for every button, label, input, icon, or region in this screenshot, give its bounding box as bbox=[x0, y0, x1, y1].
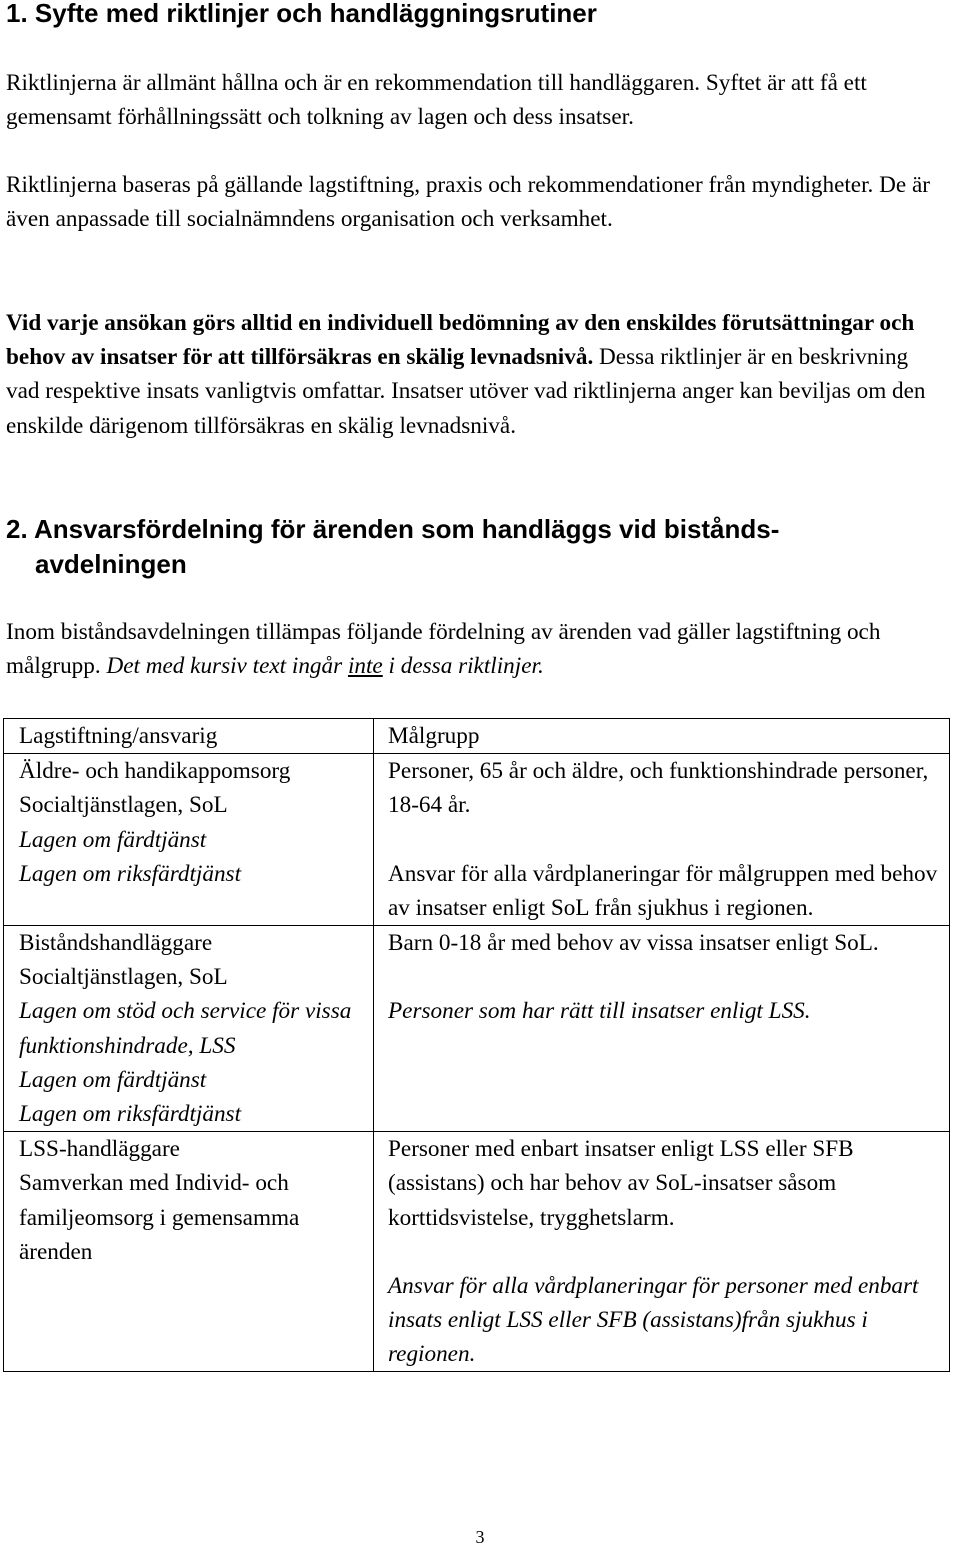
table-header-row bbox=[4, 719, 950, 754]
intro-italic-underlined: inte bbox=[347, 653, 383, 680]
row-3-target-1: Personer med enbart insatser enligt LSS eller SFB (assistans) och har behov av SoL-insatser såsom korttidsvistelse, trygghetslarm. bbox=[388, 1136, 854, 1231]
row-2-target-group bbox=[374, 926, 950, 1132]
row-1-title: Äldre- och handikappomsorg bbox=[19, 758, 291, 785]
row-2-law-italic-1: Lagen om stöd och service för vissa funktionshindrade, LSS bbox=[19, 998, 352, 1059]
section-2-heading bbox=[6, 512, 906, 582]
row-3-text: Samverkan med Individ- och familjeomsorg i gemensamma ärenden bbox=[19, 1170, 300, 1265]
row-1-legislation bbox=[4, 754, 374, 926]
row-2-target-2: Personer som har rätt till insatser enligt LSS. bbox=[388, 998, 811, 1025]
page-number: 3 bbox=[475, 1527, 485, 1547]
row-1-target-group bbox=[374, 754, 950, 926]
row-1-law: Socialtjänstlagen, SoL bbox=[19, 792, 228, 819]
row-1-law-italic-1: Lagen om färdtjänst bbox=[19, 826, 207, 853]
row-1-target-1: Personer, 65 år och äldre, och funktionshindrade personer, 18-64 år. bbox=[388, 758, 929, 819]
row-2-law: Socialtjänstlagen, SoL bbox=[19, 964, 228, 991]
row-3-target-2: Ansvar för alla vårdplaneringar för personer med enbart insats enligt LSS eller SFB (assistans)från sjukhus i regionen. bbox=[388, 1272, 919, 1368]
bold-statement: Vid varje ansökan görs alltid en individuell bedömning av den enskildes förutsättningar och behov av insatser för att tillförsäkras en skälig levnadsnivå. bbox=[6, 310, 915, 371]
intro-italic-a: Det med kursiv text ingår bbox=[106, 653, 348, 680]
table-row bbox=[4, 926, 950, 1132]
row-2-title: Biståndshandläggare bbox=[19, 930, 213, 957]
row-3-title: LSS-handläggare bbox=[19, 1136, 180, 1163]
section-1-paragraph-2: Riktlinjerna baseras på gällande lagstiftning, praxis och rekommendationer från myndigheter. De är även anpassade till socialnämndens organisation och verksamhet. bbox=[6, 172, 930, 233]
header-cell-target-group: Målgrupp bbox=[374, 719, 950, 754]
section-1-heading: 1. Syfte med riktlinjer och handläggningsrutiner bbox=[6, 0, 597, 28]
row-2-legislation bbox=[4, 926, 374, 1132]
table-row bbox=[4, 754, 950, 926]
section-2-heading-line-1: 2. Ansvarsfördelning för ärenden som handläggs vid bistånds- bbox=[6, 514, 780, 544]
row-2-law-italic-3: Lagen om riksfärdtjänst bbox=[19, 1101, 242, 1128]
intro-text: Inom biståndsavdelningen tillämpas följande fördelning av ärenden vad gäller lagstiftning och målgrupp. bbox=[6, 619, 881, 680]
row-2-law-italic-2: Lagen om färdtjänst bbox=[19, 1066, 207, 1093]
header-cell-legislation: Lagstiftning/ansvarig bbox=[4, 719, 374, 754]
row-2-target-1: Barn 0-18 år med behov av vissa insatser enligt SoL. bbox=[388, 930, 879, 957]
paragraph-continuation: Dessa riktlinjer är en beskrivning vad respektive insats vanligtvis omfattar. Insatser utöver vad riktlinjerna anger kan beviljas om den enskilde därigenom tillförsäkras en skälig levnadsnivå. bbox=[6, 344, 926, 439]
row-1-target-2: Ansvar för alla vårdplaneringar för målgruppen med behov av insatser enligt SoL från sjukhus i regionen. bbox=[388, 860, 938, 921]
intro-italic-b: i dessa riktlinjer. bbox=[382, 653, 544, 680]
table-row bbox=[4, 1132, 950, 1372]
row-1-law-italic-2: Lagen om riksfärdtjänst bbox=[19, 860, 242, 887]
row-3-target-group bbox=[374, 1132, 950, 1372]
section-2-heading-line-2: avdelningen bbox=[35, 549, 187, 579]
section-1-paragraph-1: Riktlinjerna är allmänt hållna och är en rekommendation till handläggaren. Syftet är att få ett gemensamt förhållningssätt och tolkning av lagen och dess insatser. bbox=[6, 70, 867, 131]
responsibility-table bbox=[3, 718, 950, 1372]
section-2-intro bbox=[6, 615, 946, 683]
section-1-paragraph-3 bbox=[6, 306, 946, 443]
row-3-legislation bbox=[4, 1132, 374, 1372]
